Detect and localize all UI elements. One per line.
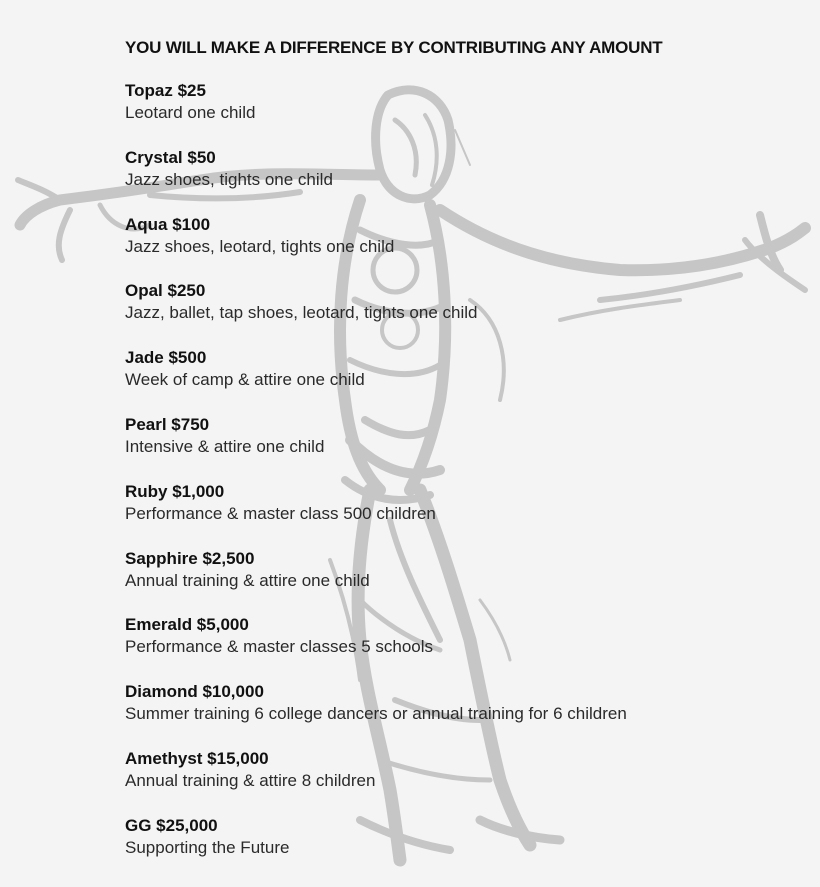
tier-name: Ruby $1,000 [125, 481, 225, 501]
tier-description: Annual training & attire one child [125, 570, 370, 590]
tier-amethyst [125, 748, 663, 815]
tier-description: Jazz shoes, tights one child [125, 169, 333, 189]
tier-name: GG $25,000 [125, 815, 218, 835]
page-heading: YOU WILL MAKE A DIFFERENCE BY CONTRIBUTING ANY AMOUNT [125, 38, 663, 57]
tier-ruby [125, 481, 663, 548]
tier-description: Jazz, ballet, tap shoes, leotard, tights one child [125, 303, 478, 323]
tier-emerald [125, 614, 663, 681]
tier-crystal [125, 147, 663, 214]
tier-name: Emerald $5,000 [125, 615, 249, 635]
tier-name: Diamond $10,000 [125, 682, 264, 702]
tier-name: Amethyst $15,000 [125, 748, 269, 768]
tier-name: Opal $250 [125, 281, 206, 301]
tier-pearl [125, 414, 663, 481]
tier-topaz [125, 80, 663, 147]
tier-name: Pearl $750 [125, 414, 210, 434]
tier-description: Intensive & attire one child [125, 436, 325, 456]
tier-name: Topaz $25 [125, 81, 206, 100]
tier-description: Week of camp & attire one child [125, 370, 365, 390]
tier-description: Supporting the Future [125, 837, 290, 857]
tier-jade [125, 347, 663, 414]
tier-description: Leotard one child [125, 103, 256, 122]
tier-name: Aqua $100 [125, 214, 211, 234]
tier-sapphire [125, 548, 663, 615]
tier-description: Performance & master class 500 children [125, 503, 436, 523]
tier-description: Performance & master classes 5 schools [125, 637, 434, 657]
tier-name: Crystal $50 [125, 147, 216, 167]
tier-description: Summer training 6 college dancers or annual training for 6 children [125, 704, 627, 724]
tier-aqua [125, 214, 663, 281]
tier-gg [125, 815, 663, 882]
tier-diamond [125, 681, 663, 748]
tier-description: Jazz shoes, leotard, tights one child [125, 236, 395, 256]
tier-opal [125, 280, 663, 347]
tier-name: Sapphire $2,500 [125, 548, 255, 568]
donation-tiers-panel [125, 38, 663, 882]
tier-name: Jade $500 [125, 348, 207, 368]
tier-description: Annual training & attire 8 children [125, 770, 376, 790]
